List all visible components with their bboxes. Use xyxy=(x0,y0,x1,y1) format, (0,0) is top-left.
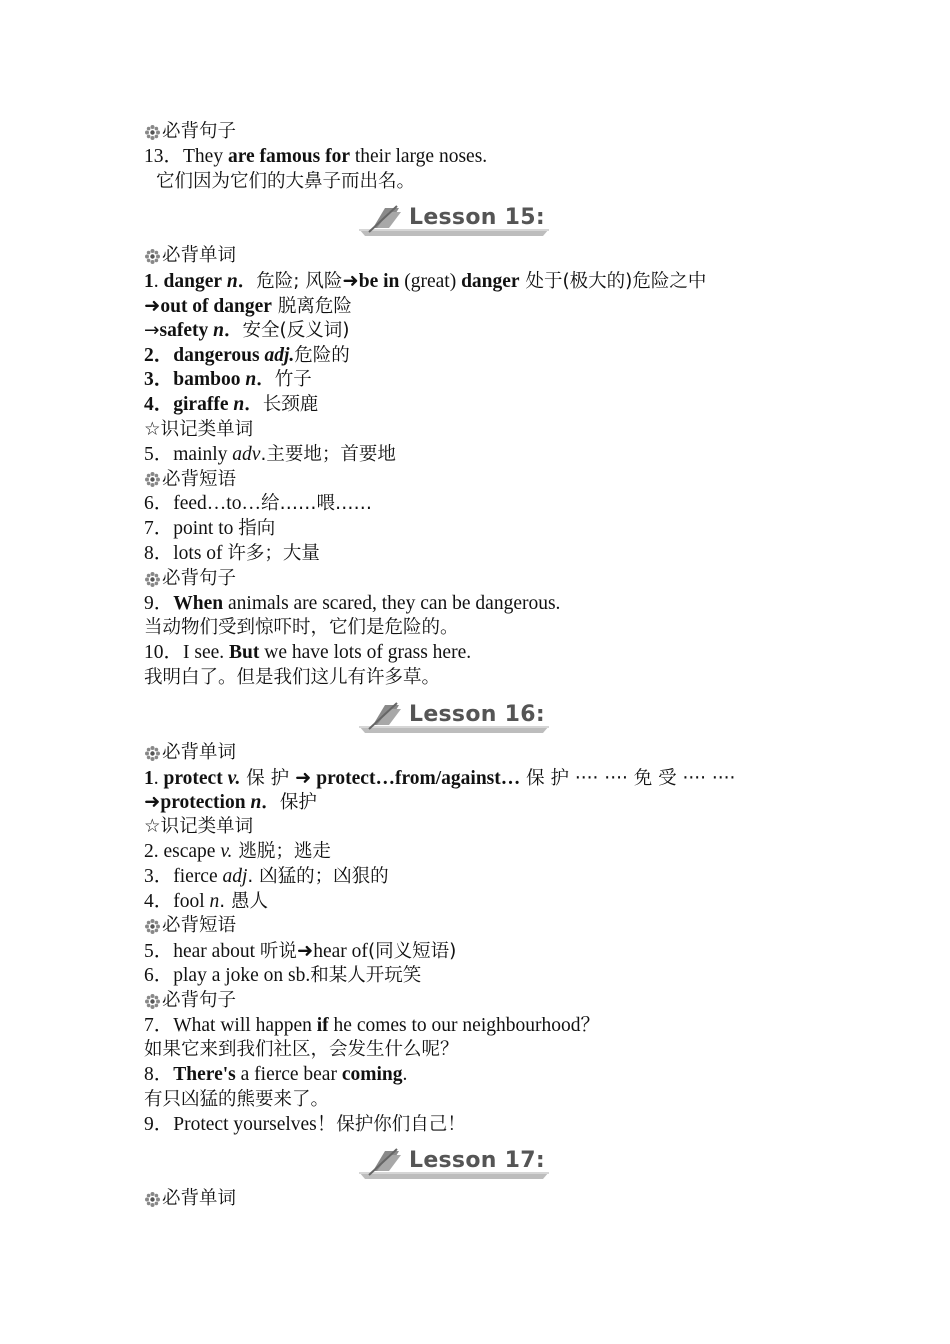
arrow-icon: ➜ xyxy=(342,269,359,293)
phrase-7: 7．point to 指向 xyxy=(144,518,276,540)
lesson-15-banner xyxy=(84,194,824,244)
flower-bullet-icon xyxy=(144,471,161,488)
flower-bullet-icon xyxy=(144,993,161,1010)
arrow-icon: ➜ xyxy=(144,790,161,814)
word-4: 4．giraffe n．长颈鹿 xyxy=(144,394,319,416)
section-heading: 必背句子 xyxy=(144,989,824,1014)
phrase-6: 6．play a joke on sb.和某人开玩笑 xyxy=(144,964,422,986)
lesson-title: Lesson 17: xyxy=(409,1148,545,1174)
sentence-8-translation: 有只凶猛的熊要来了。 xyxy=(144,1088,330,1110)
arrow-icon: ➜ xyxy=(144,293,161,317)
lesson-16-banner xyxy=(84,691,824,741)
sentence-10-translation: 我明白了。但是我们这儿有许多草。 xyxy=(144,666,441,688)
sentence-7-translation: 如果它来到我们社区，会发生什么呢？ xyxy=(144,1039,459,1061)
word-1-phrase: ➜out of danger 脱离危险 xyxy=(144,293,352,317)
sentence-10: 10．I see. But we have lots of grass here. xyxy=(144,642,472,664)
sentence-8: 8．There's a fierce bear coming. xyxy=(144,1064,408,1086)
flower-bullet-icon xyxy=(144,571,161,588)
section-heading: 必背单词 xyxy=(144,244,824,269)
word-1-phrase: ➜protection n．保护 xyxy=(144,790,317,814)
word-1-antonym: →safety n．安全(反义词) xyxy=(144,319,350,341)
section-heading: 必背短语 xyxy=(144,468,824,493)
word-1: 1. danger n．危险; 风险➜be in (great) danger 处于(极大的)危险之中 xyxy=(144,269,707,293)
arrow-icon: ➜ xyxy=(295,765,312,789)
phrase-5: 5．hear about 听说➜hear of(同义短语) xyxy=(144,939,457,963)
section-heading: 必背短语 xyxy=(144,914,824,939)
word-3: 3．bamboo n．竹子 xyxy=(144,369,312,391)
word-3: 3．fierce adj. 凶猛的；凶狠的 xyxy=(144,865,389,887)
word-5: 5．mainly adv.主要地；首要地 xyxy=(144,443,396,465)
sentence-9: 9．Protect yourselves！保护你们自己！ xyxy=(144,1113,466,1135)
phrase-6: 6．feed…to…给……喂…… xyxy=(144,493,372,515)
section-heading: 必背单词 xyxy=(144,741,824,766)
sentence-13: 13．They are famous for their large noses. xyxy=(144,145,488,167)
word-4: 4．fool n. 愚人 xyxy=(144,890,269,912)
flower-bullet-icon xyxy=(144,918,161,935)
sentence-9-translation: 当动物们受到惊吓时，它们是危险的。 xyxy=(144,617,459,639)
section-heading: 必背句子 xyxy=(144,567,824,592)
lesson-title: Lesson 15: xyxy=(409,205,545,231)
section-heading xyxy=(144,120,824,145)
word-1: 1. protect v. 保 护 ➜ protect…from/against… 保 护 ···· ···· 免 受 ···· ···· xyxy=(144,765,736,789)
flower-bullet-icon xyxy=(144,248,161,265)
sentence-7: 7．What will happen if he comes to our neighbourhood？ xyxy=(144,1014,600,1036)
section-heading: 必背单词 xyxy=(144,1187,824,1212)
sentence-9: 9．When animals are scared, they can be dangerous. xyxy=(144,592,561,614)
document-page xyxy=(144,120,824,1212)
phrase-8: 8．lots of 许多；大量 xyxy=(144,542,320,564)
sentence-13-translation: 它们因为它们的大鼻子而出名。 xyxy=(156,170,416,192)
word-2: 2. escape v. 逃脱；逃走 xyxy=(144,840,331,862)
section-title: 必背句子 xyxy=(162,121,237,142)
flower-bullet-icon xyxy=(144,124,161,141)
lesson-17-banner xyxy=(84,1137,824,1187)
arrow-icon: ➜ xyxy=(296,939,314,963)
flower-bullet-icon xyxy=(144,1191,161,1208)
lesson-title: Lesson 16: xyxy=(409,701,545,727)
section-heading-recognition: ☆识记类单词 xyxy=(144,816,254,838)
flower-bullet-icon xyxy=(144,745,161,762)
word-2: 2．dangerous adj.危险的 xyxy=(144,344,350,366)
section-heading-recognition: ☆识记类单词 xyxy=(144,418,254,440)
